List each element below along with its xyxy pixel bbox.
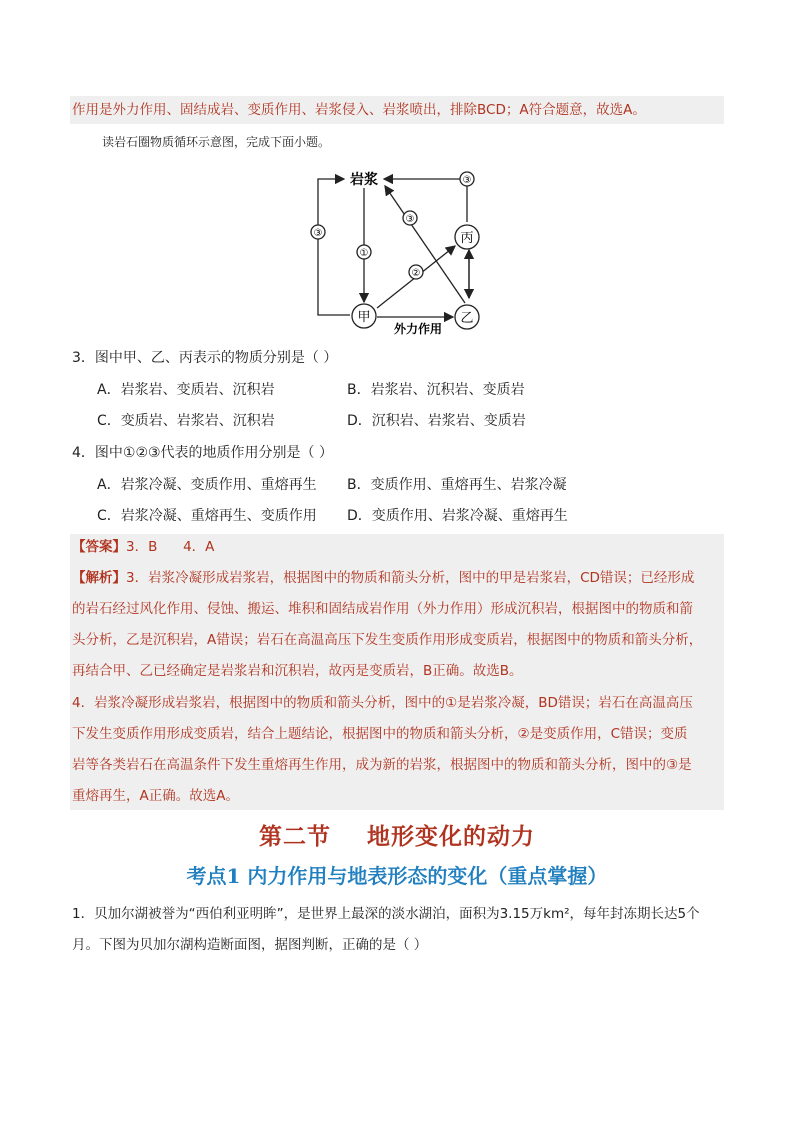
arrow-left-loop — [318, 179, 350, 315]
q4-stem: 4．图中①②③代表的地质作用分别是（ ） — [72, 445, 334, 461]
arrow-right-loop — [384, 179, 467, 222]
q1-line-2: 月。下图为贝加尔湖构造断面图，据图判断，正确的是（ ） — [72, 937, 428, 953]
answer-line — [72, 537, 214, 557]
num-top: ③ — [462, 175, 472, 186]
question-intro: 读岩石圈物质循环示意图，完成下面小题。 — [102, 135, 331, 149]
label-magma: 岩浆 — [350, 172, 378, 188]
analysis-line-3: 头分析，乙是沉积岩，A错误；岩石在高温高压下发生变质作用形成变质岩，根据图中的物质和箭头分析， — [72, 632, 703, 648]
kaodian-title: 考点1 内力作用与地表形态的变化（重点掌握） — [186, 864, 608, 888]
analysis-line-6: 下发生变质作用形成变质岩，结合上题结论，根据图中的物质和箭头分析，②是变质作用，C错误；变质 — [72, 726, 688, 742]
label-jia: 甲 — [357, 310, 371, 325]
label-bing: 丙 — [460, 231, 474, 246]
label-yi: 乙 — [460, 311, 474, 326]
top-note: 作用是外力作用、固结成岩、变质作用、岩浆侵入、岩浆喷出，排除BCD；A符合题意，故选A。 — [72, 102, 646, 118]
analysis-line-7: 岩等各类岩石在高温条件下发生重熔再生作用，成为新的岩浆，根据图中的物质和箭头分析，图中的③是 — [72, 757, 692, 773]
q4-option-c: C．岩浆冷凝、重熔再生、变质作用 — [97, 508, 317, 524]
num-down: ① — [359, 248, 369, 259]
q3-option-b: B．岩浆岩、沉积岩、变质岩 — [347, 382, 525, 398]
analysis-line-2: 的岩石经过风化作用、侵蚀、搬运、堆积和固结成岩作用（外力作用）形成沉积岩，根据图中的物质和箭 — [72, 601, 693, 617]
analysis-line-1: 【解析】3．岩浆冷凝形成岩浆岩，根据图中的物质和箭头分析，图中的甲是岩浆岩，CD错误；已经形成 — [72, 570, 695, 586]
q4-option-d: D．变质作用、岩浆冷凝、重熔再生 — [347, 508, 568, 524]
q4-option-b: B．变质作用、重熔再生、岩浆冷凝 — [347, 477, 567, 493]
answer-text: 3．B 4．A — [126, 539, 215, 555]
analysis-line-8: 重熔再生，A正确。故选A。 — [72, 788, 239, 804]
q3-option-c: C．变质岩、岩浆岩、沉积岩 — [97, 413, 275, 429]
rock-cycle-diagram — [0, 160, 794, 360]
q3-stem: 3．图中甲、乙、丙表示的物质分别是（ ） — [72, 350, 338, 366]
q3-option-a: A．岩浆岩、变质岩、沉积岩 — [97, 382, 275, 398]
analysis-label: 【解析】 — [72, 570, 126, 586]
num-diag: ② — [411, 268, 421, 279]
analysis-line-4: 再结合甲、乙已经确定是岩浆岩和沉积岩，故丙是变质岩，B正确。故选B。 — [72, 663, 523, 679]
label-external: 外力作用 — [393, 322, 443, 336]
num-left: ③ — [313, 228, 323, 239]
num-yi-magma: ③ — [405, 214, 415, 225]
answer-label: 【答案】 — [72, 539, 126, 555]
section-title: 第二节 地形变化的动力 — [258, 823, 536, 850]
arrow-yi-to-magma — [385, 186, 465, 303]
q4-option-a: A．岩浆冷凝、变质作用、重熔再生 — [97, 477, 317, 493]
q1-line-1: 1．贝加尔湖被誉为“西伯利亚明眸”，是世界上最深的淡水湖泊，面积为3.15万km²，每年封冻期长达5个 — [72, 906, 700, 922]
analysis-line-5: 4．岩浆冷凝形成岩浆岩，根据图中的物质和箭头分析，图中的①是岩浆冷凝，BD错误；岩石在高温高压 — [72, 695, 693, 711]
q3-option-d: D．沉积岩、岩浆岩、变质岩 — [347, 413, 526, 429]
